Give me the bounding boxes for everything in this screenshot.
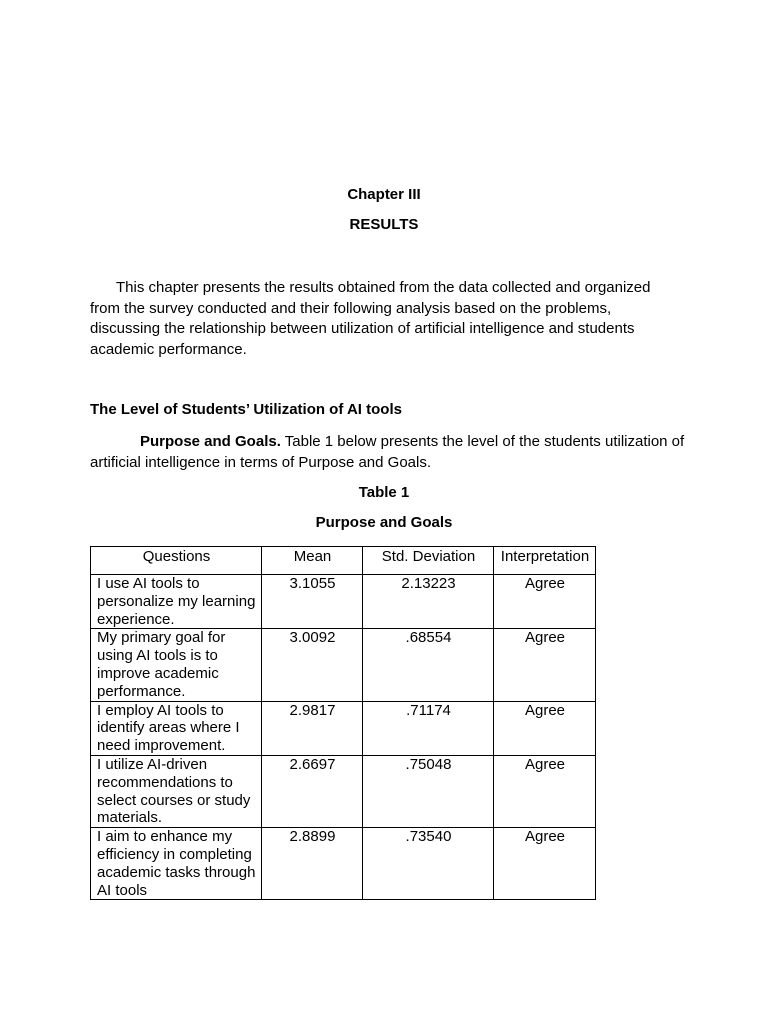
question-cell: I employ AI tools to identify areas where I need improvement. bbox=[91, 701, 262, 755]
question-cell: My primary goal for using AI tools is to improve academic performance. bbox=[91, 629, 262, 701]
interpretation-cell: Agree bbox=[494, 755, 596, 827]
purpose-paragraph bbox=[90, 432, 690, 473]
interpretation-cell: Agree bbox=[494, 629, 596, 701]
std-deviation-cell: 2.13223 bbox=[363, 575, 494, 629]
mean-cell: 2.9817 bbox=[262, 701, 363, 755]
interpretation-cell: Agree bbox=[494, 828, 596, 900]
table-row bbox=[91, 755, 596, 827]
results-table bbox=[90, 546, 596, 900]
std-deviation-cell: .68554 bbox=[363, 629, 494, 701]
mean-cell: 3.0092 bbox=[262, 629, 363, 701]
interpretation-cell: Agree bbox=[494, 701, 596, 755]
mean-cell: 2.8899 bbox=[262, 828, 363, 900]
question-cell: I aim to enhance my efficiency in completing academic tasks through AI tools bbox=[91, 828, 262, 900]
chapter-label: Chapter III bbox=[347, 186, 421, 203]
page-title: RESULTS bbox=[349, 216, 419, 233]
purpose-subheading: Purpose and Goals. bbox=[140, 433, 281, 450]
table-row bbox=[91, 828, 596, 900]
purpose-paragraph-text: Table 1 below presents the level of the students utilization of artificial intelligence in terms of Purpose and Goals. bbox=[90, 433, 685, 471]
column-header-std-deviation: Std. Deviation bbox=[363, 547, 494, 575]
std-deviation-cell: .75048 bbox=[363, 755, 494, 827]
section-heading: The Level of Students’ Utilization of AI tools bbox=[90, 401, 402, 418]
question-cell: I utilize AI-driven recommendations to select courses or study materials. bbox=[91, 755, 262, 827]
table-title: Purpose and Goals bbox=[315, 514, 453, 531]
mean-cell: 3.1055 bbox=[262, 575, 363, 629]
column-header-interpretation: Interpretation bbox=[494, 547, 596, 575]
table-header-row bbox=[91, 547, 596, 575]
table-row bbox=[91, 701, 596, 755]
table-number: Table 1 bbox=[358, 484, 410, 501]
intro-paragraph: This chapter presents the results obtained from the data collected and organized from the survey conducted and their following analysis based on the problems, discussing the relationship between utilization of artificial intelligence and students academic performance. bbox=[90, 279, 651, 358]
question-cell: I use AI tools to personalize my learning experience. bbox=[91, 575, 262, 629]
mean-cell: 2.6697 bbox=[262, 755, 363, 827]
table-row bbox=[91, 629, 596, 701]
table-row bbox=[91, 575, 596, 629]
interpretation-cell: Agree bbox=[494, 575, 596, 629]
column-header-mean: Mean bbox=[262, 547, 363, 575]
std-deviation-cell: .71174 bbox=[363, 701, 494, 755]
column-header-questions: Questions bbox=[91, 547, 262, 575]
std-deviation-cell: .73540 bbox=[363, 828, 494, 900]
